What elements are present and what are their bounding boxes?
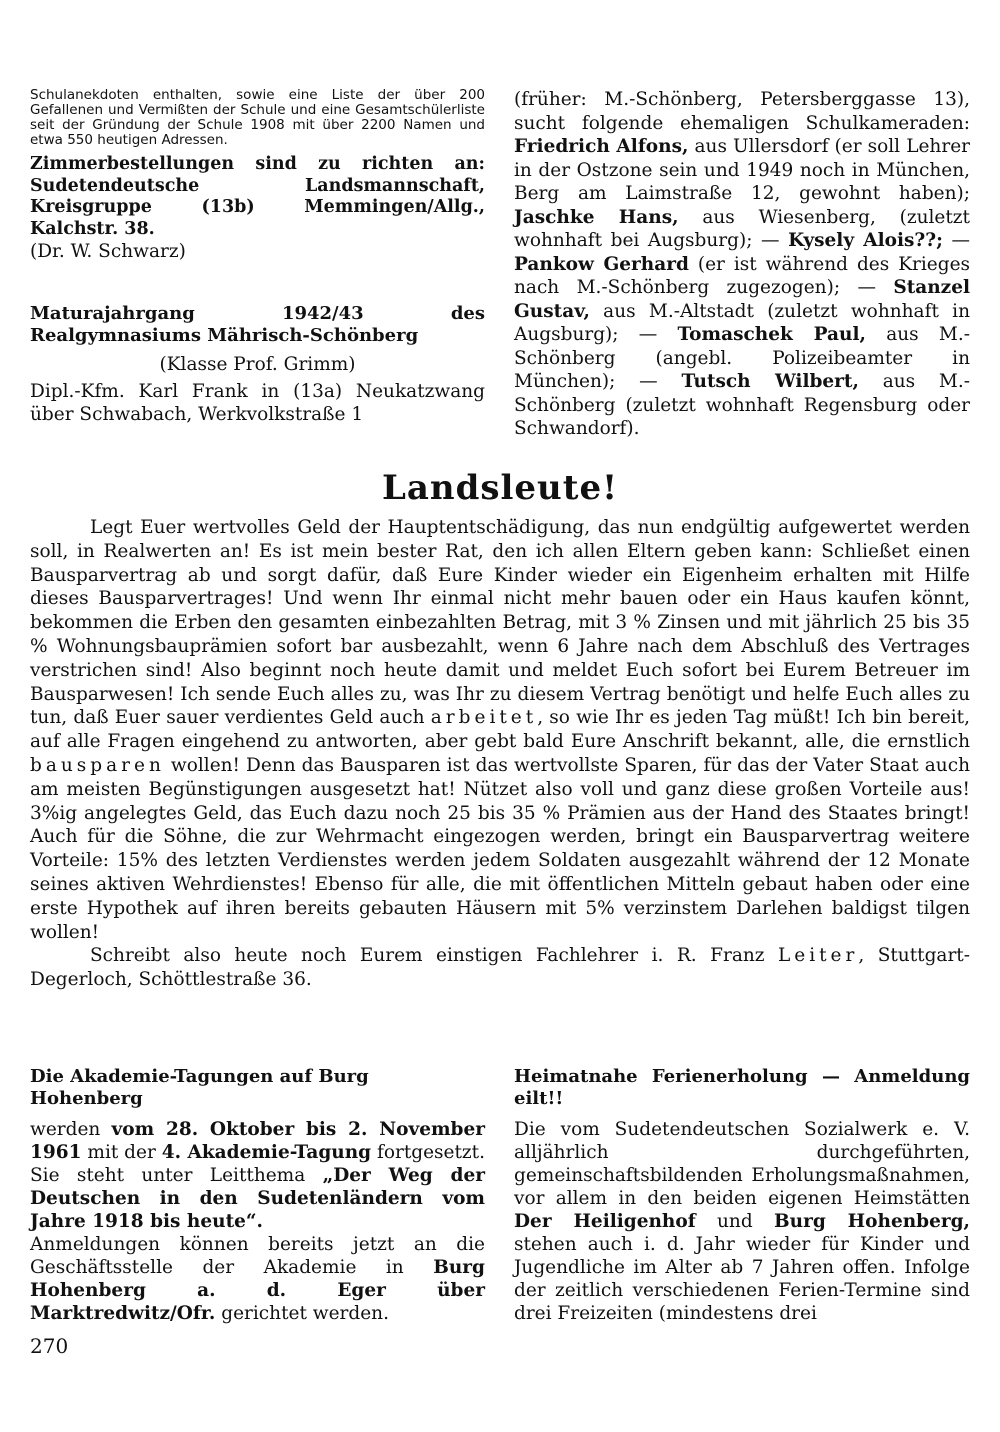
search-text-3: aus Wiesenberg, (zuletzt wohnhaft bei Augsburg); —: [514, 206, 970, 251]
room-booking-text: Zimmerbestellungen sind zu richten an: Sudetendeutsche Landsmannschaft, Kreisgruppe (13b) Memmingen/Allg., Kalchstr. 38.: [30, 154, 485, 239]
appeal-text-a: Legt Euer wertvolles Geld der Hauptentschädigung, das nun endgültig aufgewertet werden soll, in Realwerten an! Es ist mein bester Rat, den ich allen Eltern geben kann: Schließet einen Bausparvertrag ab und sorgt dafür, daß Eure Kinder wieder ein Eigenheim erhalten mit Hilfe dieses Bausparvertrages! Und wenn Ihr einmal nicht mehr bauen oder ein Haus kaufen könnt, bekommen die Erben den gesamten einbezahlten Betrag, mit 3 % Zinsen und mit jährlich 25 bis 35 % Wohnungsbauprämien sofort bar ausbezahlt, wenn 6 Jahre nach dem Abschluß des Vertrages verstrichen sind! Also beginnt noch heute damit und meldet Euch sofort bei Eurem Betreuer im Bausparwesen! Ich sende Euch alles zu, was Ihr zu diesem Vertrag benötigt und helfe Euch alles zu tun, daß Euer sauer verdientes Geld auch: [30, 517, 970, 729]
search-text-2: aus Ullersdorf (er soll Lehrer in der Ostzone sein und 1949 noch in München, Berg am Laimstraße 12, gewohnt haben);: [514, 136, 970, 204]
search-text-8: aus M.-Schönberg (zuletzt wohnhaft Regensburg oder Schwandorf).: [514, 371, 970, 439]
ferien-text: [514, 1118, 970, 1325]
page-number: 270: [30, 1334, 69, 1358]
akademie-dates: vom 28. Oktober bis 2. November 1961: [30, 1119, 485, 1163]
ferien-place-1: Der Heiligenhof: [514, 1211, 696, 1232]
right-top-column: [514, 88, 970, 441]
akademie-text: [30, 1118, 485, 1325]
appeal-spaced-1: arbeitet: [430, 707, 538, 729]
search-name-3: Kysely Alois??;: [788, 230, 943, 251]
akademie-text-2: mit der: [81, 1142, 162, 1163]
search-name-2: Jaschke Hans,: [514, 206, 679, 228]
akademie-session: 4. Akademie-Tagung: [161, 1142, 372, 1163]
left-bottom-column: [30, 1066, 485, 1325]
appeal-spaced-3: Leiter: [777, 945, 859, 967]
ferien-place-2: Burg Hohenberg,: [774, 1211, 970, 1232]
search-name-1: Friedrich Alfons,: [514, 136, 689, 157]
akademie-text-3: fortgesetzt. Sie steht unter Leitthema: [30, 1142, 485, 1186]
appeal-section: [30, 468, 970, 992]
search-text-4: —: [942, 230, 970, 251]
appeal-text-b: , so wie Ihr es jeden Tag müßt! Ich bin bereit, auf alle Fragen eingehend zu antworten, aber gebt bald Eure Anschrift bekannt, alle, die ernstlich: [30, 707, 970, 753]
left-top-column: [30, 88, 485, 426]
appeal-paragraph-2: [30, 944, 970, 992]
appeal-text-d: Schreibt also heute noch Eurem einstigen Fachlehrer i. R. Franz: [90, 945, 778, 967]
appeal-text-e: , Stuttgart-Degerloch, Schöttlestraße 36.: [30, 945, 970, 991]
right-bottom-column: [514, 1066, 970, 1325]
ferien-text-3: stehen auch i. d. Jahr wieder für Kinder und Jugendliche im Alter ab 7 Jahren offen. Infolge der zeitlich verschiedenen Ferien-Termine sind drei Freizeiten (mindestens drei: [514, 1234, 970, 1324]
matura-text: Dipl.-Kfm. Karl Frank in (13a) Neukatzwang über Schwabach, Werkvolkstraße 1: [30, 381, 485, 425]
akademie-text-1: werden: [30, 1119, 112, 1140]
akademie-text-4: Anmeldungen können bereits jetzt an die Geschäftsstelle der Akademie in: [30, 1234, 485, 1278]
akademie-address: Burg Hohenberg a. d. Eger über Marktredwitz/Ofr.: [30, 1257, 485, 1324]
ferien-title: Heimatnahe Ferienerholung — Anmeldung eilt!!: [514, 1066, 970, 1109]
appeal-spaced-2: bausparen: [30, 754, 165, 776]
akademie-theme: „Der Weg der Deutschen in den Sudetenländern vom Jahre 1918 bis heute“.: [30, 1165, 485, 1232]
room-booking-contact: (Dr. W. Schwarz): [30, 241, 186, 262]
matura-title: Maturajahrgang 1942/43 des Realgymnasiums Mährisch-Schönberg: [30, 303, 485, 346]
appeal-paragraph-1: [30, 516, 970, 944]
search-name-6: Tomaschek Paul,: [677, 324, 866, 345]
search-name-7: Tutsch Wilbert,: [681, 371, 859, 392]
search-text-6: aus M.-Altstadt (zuletzt wohnhaft in Augsburg); —: [514, 300, 970, 345]
search-name-5: Stanzel Gustav,: [514, 277, 970, 322]
intro-paragraph: Schulanekdoten enthalten, sowie eine Liste der über 200 Gefallenen und Vermißten der Schule und eine Gesamtschülerliste seit der Gründung der Schule 1908 mit über 2200 Namen und etwa 550 heutigen Adressen.: [30, 87, 485, 148]
search-text-5: (er ist während des Krieges nach M.-Schönberg zugezogen); —: [514, 253, 971, 298]
appeal-heading: Landsleute!: [381, 468, 619, 508]
search-text-1: (früher: M.-Schönberg, Petersberggasse 13), sucht folgende ehemaligen Schulkameraden:: [514, 89, 970, 134]
ferien-text-2: und: [695, 1211, 775, 1232]
matura-class: (Klasse Prof. Grimm): [159, 354, 356, 375]
room-booking-notice: [30, 154, 485, 240]
appeal-text-c: wollen! Denn das Bausparen ist das wertvollste Sparen, für das der Vater Staat auch am meisten Begünstigungen ausgesetzt hat! Nützet also voll und ganz diese großen Vorteile aus! 3%ig angelegtes Geld, das Euch dazu noch 25 bis 35 % Prämien aus der Hand des Staates bringt! Auch für die Söhne, die zur Wehrmacht eingezogen werden, bringt ein Bausparvertrag weitere Vorteile: 15% des letzten Verdienstes werden jedem Soldaten ausgezahlt während der 12 Monate seines aktiven Wehrdienstes! Ebenso für alle, die mit öffentlichen Mitteln gebaut haben oder eine erste Hypothek auf ihren bereits gebauten Häusern mit 5% verzinstem Darlehen baldigst tilgen wollen!: [30, 754, 970, 943]
search-text-7: aus M.-Schönberg (angebl. Polizeibeamter in München); —: [514, 324, 970, 392]
akademie-text-5: gerichtet werden.: [215, 1303, 389, 1324]
akademie-title: Die Akademie-Tagungen auf Burg Hohenberg: [30, 1066, 369, 1109]
search-name-4: Pankow Gerhard: [514, 253, 689, 275]
ferien-text-1: Die vom Sudetendeutschen Sozialwerk e. V. alljährlich durchgeführten, gemeinschaftsbildenden Erholungsmaßnahmen, vor allem in den beiden eigenen Heimstätten: [514, 1119, 970, 1209]
